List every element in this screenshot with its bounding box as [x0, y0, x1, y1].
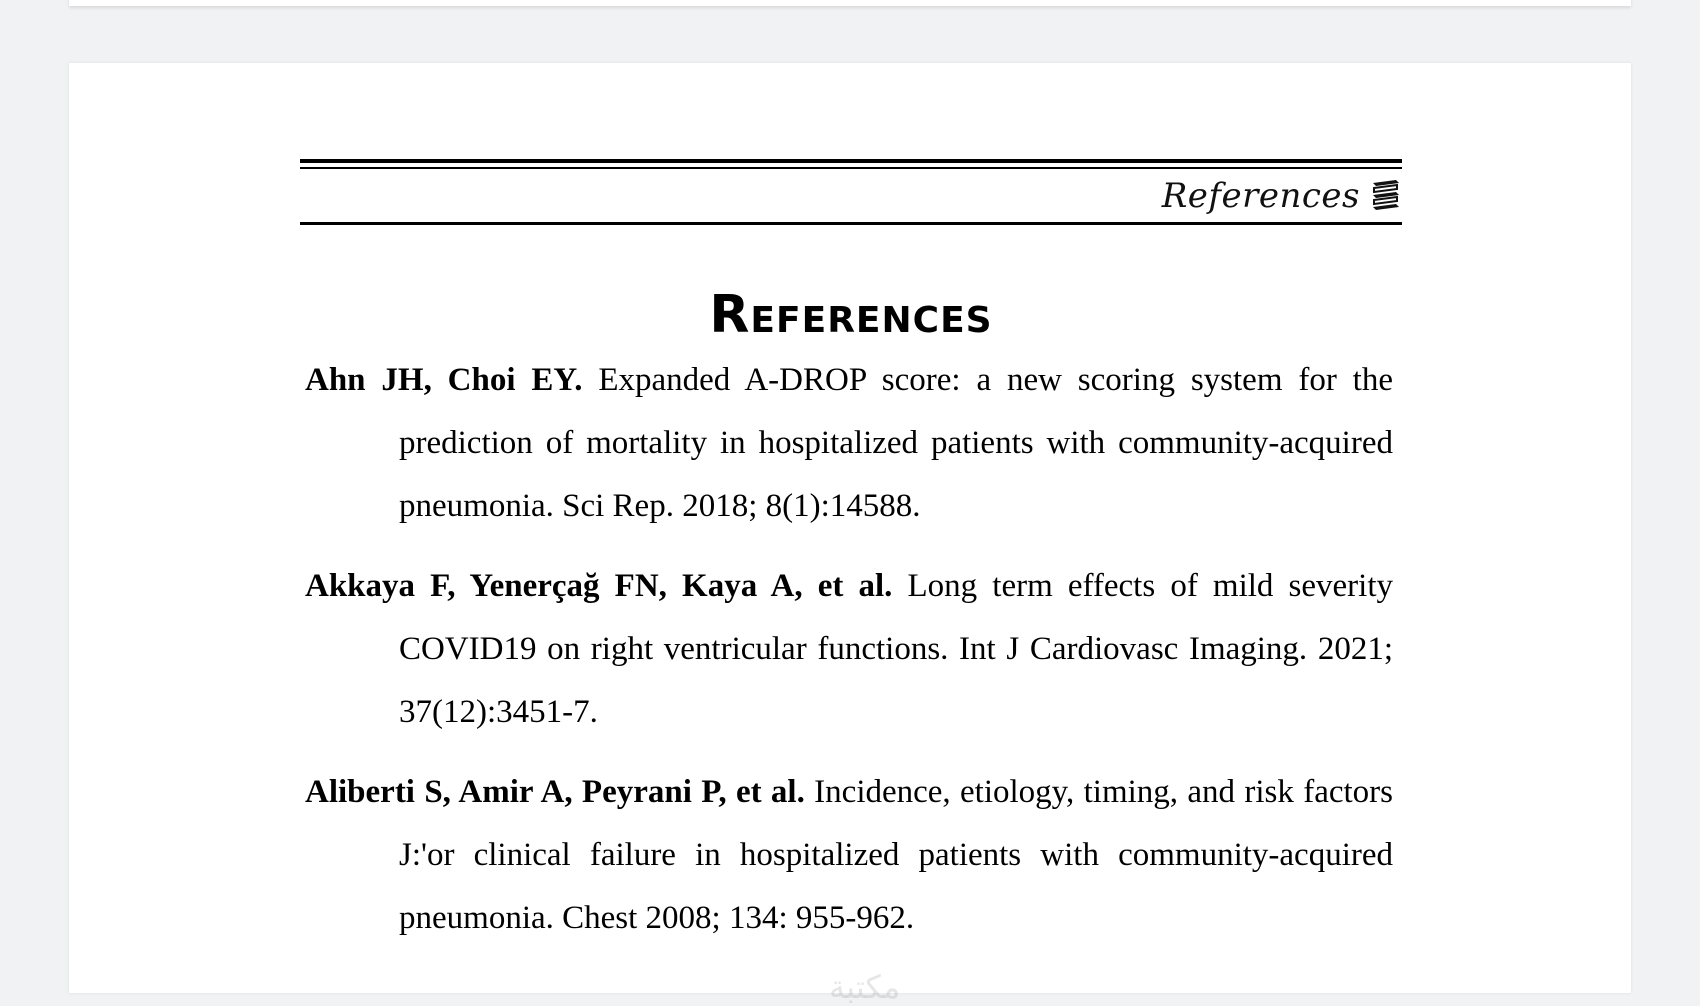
running-header-title: References: [1161, 176, 1360, 216]
section-title: References: [709, 285, 993, 345]
reference-authors: Akkaya F, Yenerçağ FN, Kaya A, et al.: [305, 568, 893, 604]
document-page: [69, 63, 1631, 1006]
reference-authors: Ahn JH, Choi EY.: [305, 362, 583, 398]
books-icon: [1370, 178, 1402, 214]
reference-text: Incidence, etiology, timing, and risk factors J:'or clinical failure in hospitalized patients with community-acquired pneumonia. Chest 2008; 134: 955-962.: [399, 774, 1393, 936]
header-rule-top: [300, 159, 1402, 163]
reference-item: [305, 349, 1393, 538]
header-rule-top-thin: [300, 167, 1402, 169]
watermark: مكتبة: [829, 968, 901, 1006]
reference-item: [305, 761, 1393, 950]
reference-list: [305, 349, 1393, 967]
reference-text: Long term effects of mild severity COVID19 on right ventricular functions. Int J Cardiovasc Imaging. 2021; 37(12):3451-7.: [399, 568, 1394, 730]
reference-text: Expanded A-DROP score: a new scoring system for the prediction of mortality in hospitalized patients with community-acquired pneumonia. Sci Rep. 2018; 8(1):14588.: [399, 362, 1393, 524]
header-rule-bottom: [300, 222, 1402, 225]
reference-authors: Aliberti S, Amir A, Peyrani P, et al.: [305, 774, 805, 810]
running-header: [1162, 171, 1402, 221]
reference-item: [305, 555, 1393, 744]
previous-page-edge: [69, 0, 1631, 6]
